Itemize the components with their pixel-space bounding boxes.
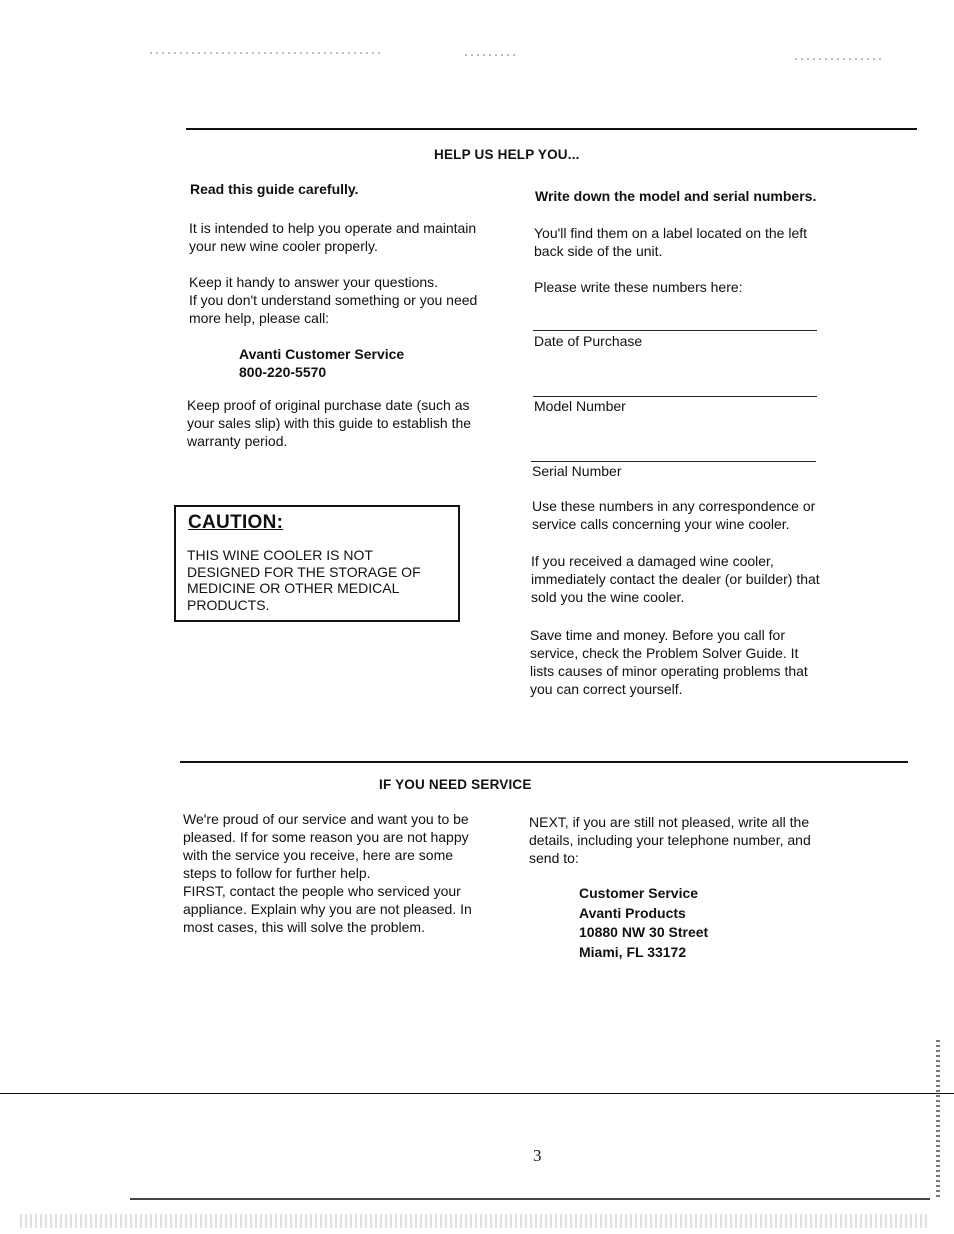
paragraph-label-location <box>534 224 807 260</box>
scan-noise <box>150 52 380 54</box>
mailing-address <box>579 884 708 962</box>
caution-box <box>174 505 460 622</box>
caution-title: CAUTION: <box>188 512 284 533</box>
footer-rule <box>0 1093 954 1094</box>
text-line: MEDICINE OR OTHER MEDICAL <box>187 580 400 596</box>
text-line: THIS WINE COOLER IS NOT <box>187 547 373 563</box>
text-line: If you received a damaged wine cooler, <box>531 553 774 569</box>
text-line: pleased. If for some reason you are not happy <box>183 829 469 845</box>
serial-number-label: Serial Number <box>532 463 622 479</box>
section-rule-top <box>186 128 917 130</box>
text-line: If you don't understand something or you need <box>189 292 478 308</box>
text-line: with the service you receive, here are some <box>183 847 454 863</box>
text-line: PRODUCTS. <box>187 596 270 613</box>
date-of-purchase-line[interactable] <box>533 330 817 331</box>
text-line: service calls concerning your wine cooler. <box>532 516 790 532</box>
paragraph-intended <box>189 219 476 255</box>
text-line: appliance. Explain why you are not pleased. In <box>183 901 472 917</box>
address-line: Miami, FL 33172 <box>579 943 687 960</box>
text-line: NEXT, if you are still not pleased, write all the <box>529 814 810 830</box>
text-line: back side of the unit. <box>534 243 663 259</box>
text-line: details, including your telephone number, and <box>529 832 811 848</box>
text-line: more help, please call: <box>189 310 330 326</box>
text-line: warranty period. <box>187 433 288 449</box>
paragraph-proof <box>187 396 471 450</box>
text-line: You'll find them on a label located on the left <box>534 225 808 241</box>
text-line: your sales slip) with this guide to establish the <box>187 415 472 431</box>
section-title-service: IF YOU NEED SERVICE <box>379 777 532 792</box>
paragraph-use-numbers <box>532 497 815 533</box>
write-numbers-prompt: Please write these numbers here: <box>534 279 743 295</box>
section-rule-service <box>180 761 908 763</box>
model-serial-heading: Write down the model and serial numbers. <box>535 188 817 204</box>
text-line: Save time and money. Before you call for <box>530 627 785 643</box>
paragraph-save-time <box>530 626 808 698</box>
address-line: 10880 NW 30 Street <box>579 924 709 940</box>
text-line: steps to follow for further help. <box>183 865 371 881</box>
paragraph-damaged <box>531 552 820 606</box>
text-line: We're proud of our service and want you to be <box>183 811 469 827</box>
caution-body <box>187 547 457 613</box>
text-line: most cases, this will solve the problem. <box>183 919 425 935</box>
contact-phone: 800-220-5570 <box>239 364 327 380</box>
text-line: sold you the wine cooler. <box>531 589 685 605</box>
model-number-label: Model Number <box>534 398 626 414</box>
text-line: DESIGNED FOR THE STORAGE OF <box>187 563 421 580</box>
text-line: send to: <box>529 850 579 866</box>
paragraph-service-left <box>183 810 479 936</box>
scan-noise <box>795 58 885 60</box>
section-title-help: HELP US HELP YOU... <box>434 147 580 162</box>
scan-noise <box>936 1040 940 1200</box>
scan-noise <box>465 54 515 56</box>
text-line: service, check the Problem Solver Guide. It <box>530 645 799 661</box>
page-number: 3 <box>533 1146 542 1165</box>
address-line: Avanti Products <box>579 904 686 921</box>
scan-edge-line <box>130 1198 930 1200</box>
text-line: Keep proof of original purchase date (such as <box>187 397 470 413</box>
text-line: your new wine cooler properly. <box>189 238 378 254</box>
date-of-purchase-label: Date of Purchase <box>534 333 643 349</box>
text-line: Keep it handy to answer your questions. <box>189 274 439 290</box>
address-line: Customer Service <box>579 885 699 901</box>
paragraph-keep-handy <box>189 273 477 327</box>
scan-noise <box>20 1214 930 1228</box>
customer-service-contact <box>239 345 404 381</box>
text-line: FIRST, contact the people who serviced your <box>183 883 461 899</box>
text-line: immediately contact the dealer (or builder) that <box>531 571 820 587</box>
text-line: you can correct yourself. <box>530 681 683 697</box>
text-line: lists causes of minor operating problems that <box>530 663 808 679</box>
read-guide-heading: Read this guide carefully. <box>190 181 359 197</box>
text-line: It is intended to help you operate and maintain <box>189 220 477 236</box>
paragraph-service-right <box>529 813 811 867</box>
contact-name: Avanti Customer Service <box>239 346 405 362</box>
text-line: Use these numbers in any correspondence or <box>532 498 816 514</box>
